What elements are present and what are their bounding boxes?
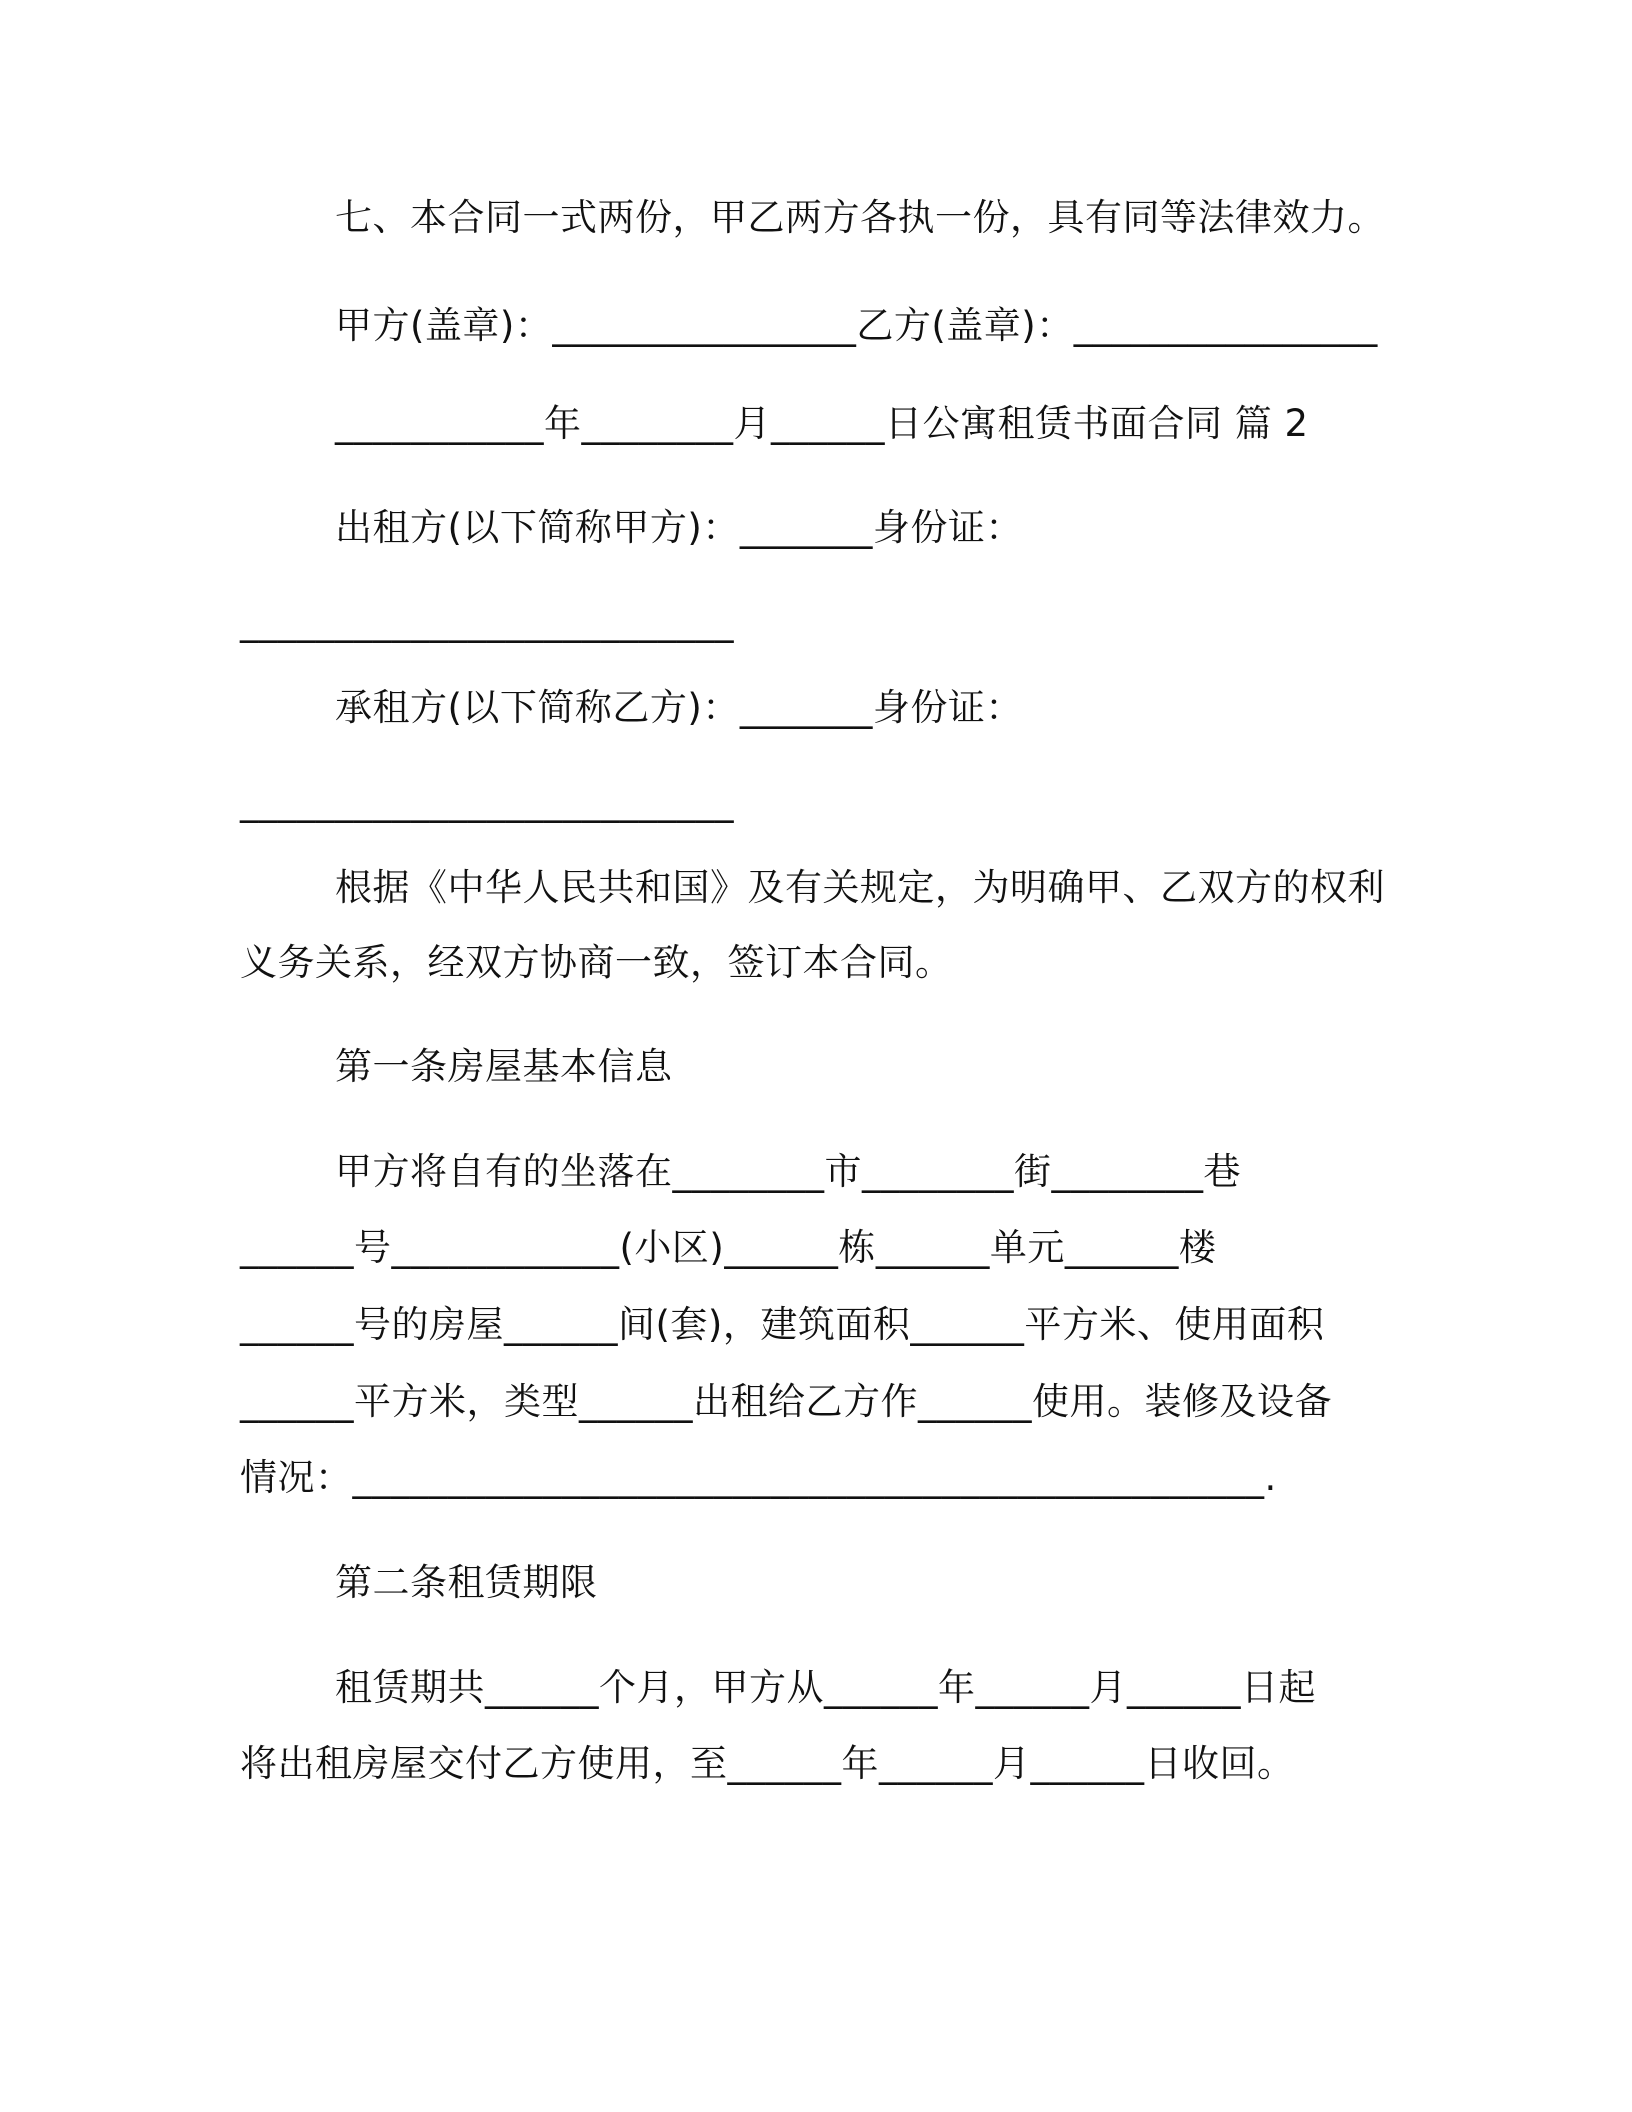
- article-one-heading: 第一条房屋基本信息: [335, 1045, 673, 1088]
- lessor-line: 出租方(以下简称甲方)：_______身份证：: [335, 506, 1023, 549]
- article-two-heading: 第二条租赁期限: [335, 1561, 598, 1604]
- article-one-line-3: ______号的房屋______间(套)，建筑面积______平方米、使用面积: [240, 1303, 1325, 1346]
- article-one-line-2: ______号____________(小区)______栋______单元______楼: [240, 1226, 1217, 1269]
- article-two-line-2: 将出租房屋交付乙方使用，至______年______月______日收回。: [240, 1742, 1295, 1785]
- lessee-line: 承租方(以下简称乙方)：_______身份证：: [335, 686, 1023, 729]
- article-two-line-1: 租赁期共______个月，甲方从______年______月______日起: [335, 1666, 1316, 1709]
- article-one-line-1: 甲方将自有的坐落在________市________街________巷: [335, 1150, 1241, 1193]
- preamble-line-1: 根据《中华人民共和国》及有关规定，为明确甲、乙双方的权利: [335, 866, 1385, 909]
- preamble-line-2: 义务关系，经双方协商一致，签订本合同。: [240, 941, 953, 984]
- article-one-line-5: 情况：________________________________________________.: [240, 1456, 1277, 1499]
- article-one-line-4: ______平方米，类型______出租给乙方作______使用。装修及设备: [240, 1380, 1332, 1423]
- signature-line: 甲方(盖章)：________________乙方(盖章)：________________: [335, 304, 1378, 347]
- date-and-title-line: ___________年________月______日公寓租赁书面合同 篇 2: [335, 402, 1309, 445]
- clause-seven: 七、本合同一式两份，甲乙两方各执一份，具有同等法律效力。: [335, 196, 1385, 239]
- lessee-id-blank: __________________________: [240, 780, 734, 823]
- lessor-id-blank: __________________________: [240, 600, 734, 643]
